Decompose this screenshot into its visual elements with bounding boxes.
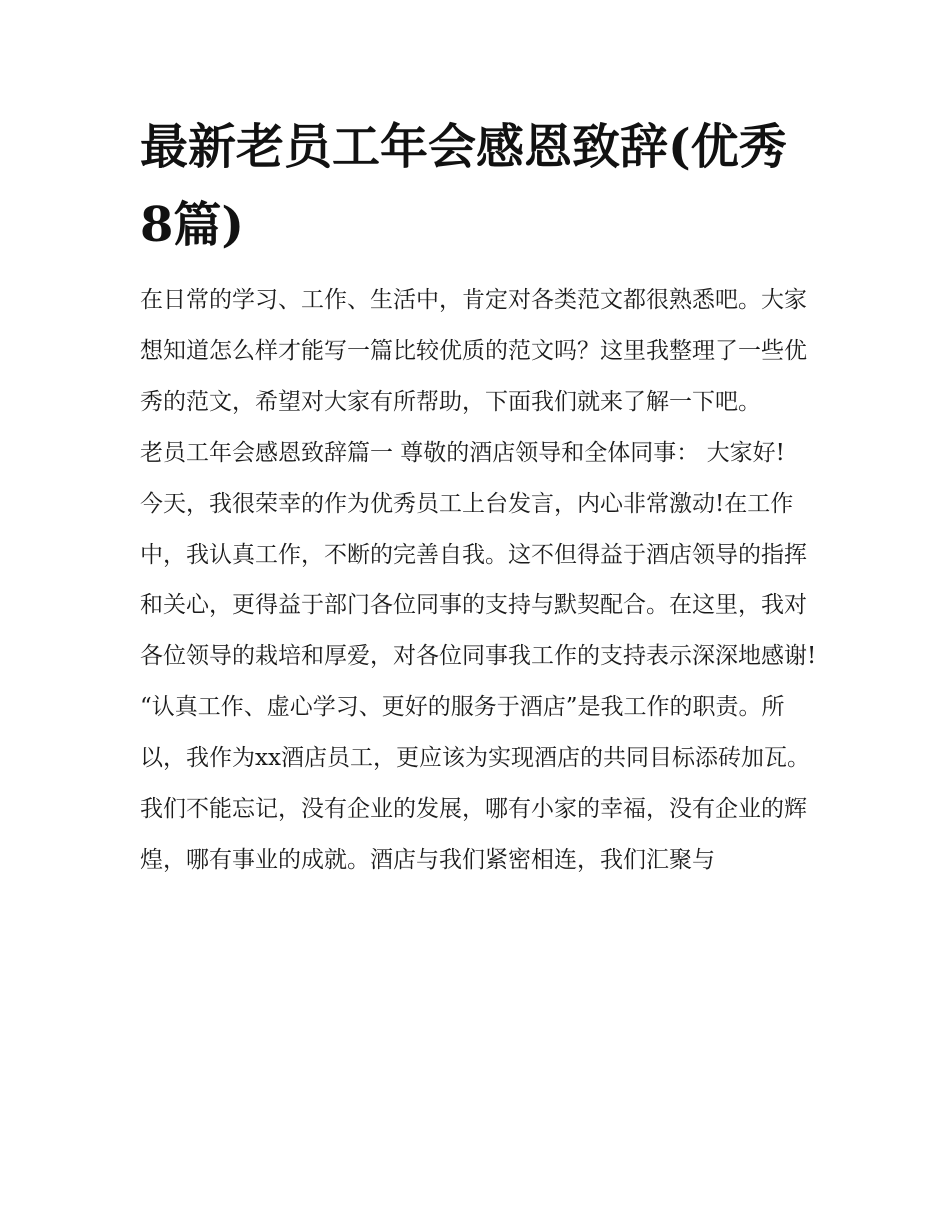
paragraph-intro: 在日常的学习、工作、生活中，肯定对各类范文都很熟悉吧。大家想知道怎么样才能写一篇比较优质的范文吗？这里我整理了一些优秀的范文，希望对大家有所帮助，下面我们就来了解一下吧。 [140, 287, 807, 415]
document-title: 最新老员工年会感恩致辞(优秀8篇) [140, 119, 787, 253]
paragraph-enterprise: 我们不能忘记，没有企业的发展，哪有小家的幸福，没有企业的辉煌，哪有事业的成就。酒店与我们紧密相连，我们汇聚与 [140, 796, 807, 873]
document-body [140, 275, 820, 886]
paragraph-greeting: 老员工年会感恩致辞篇一 尊敬的酒店领导和全体同事： 大家好! [140, 439, 785, 466]
paragraph-gratitude: 今天，我很荣幸的作为优秀员工上台发言，内心非常激动!在工作中，我认真工作，不断的完善自我。这不但得益于酒店领导的指挥和关心，更得益于部门各位同事的支持与默契配合。在这里，我对各位领导的栽培和厚爱，对各位同事我工作的支持表示深深地感谢! [140, 490, 817, 670]
paragraph-duty: “认真工作、虚心学习、更好的服务于酒店”是我工作的职责。所以，我作为xx酒店员工，更应该为实现酒店的共同目标添砖加瓦。 [140, 694, 810, 772]
